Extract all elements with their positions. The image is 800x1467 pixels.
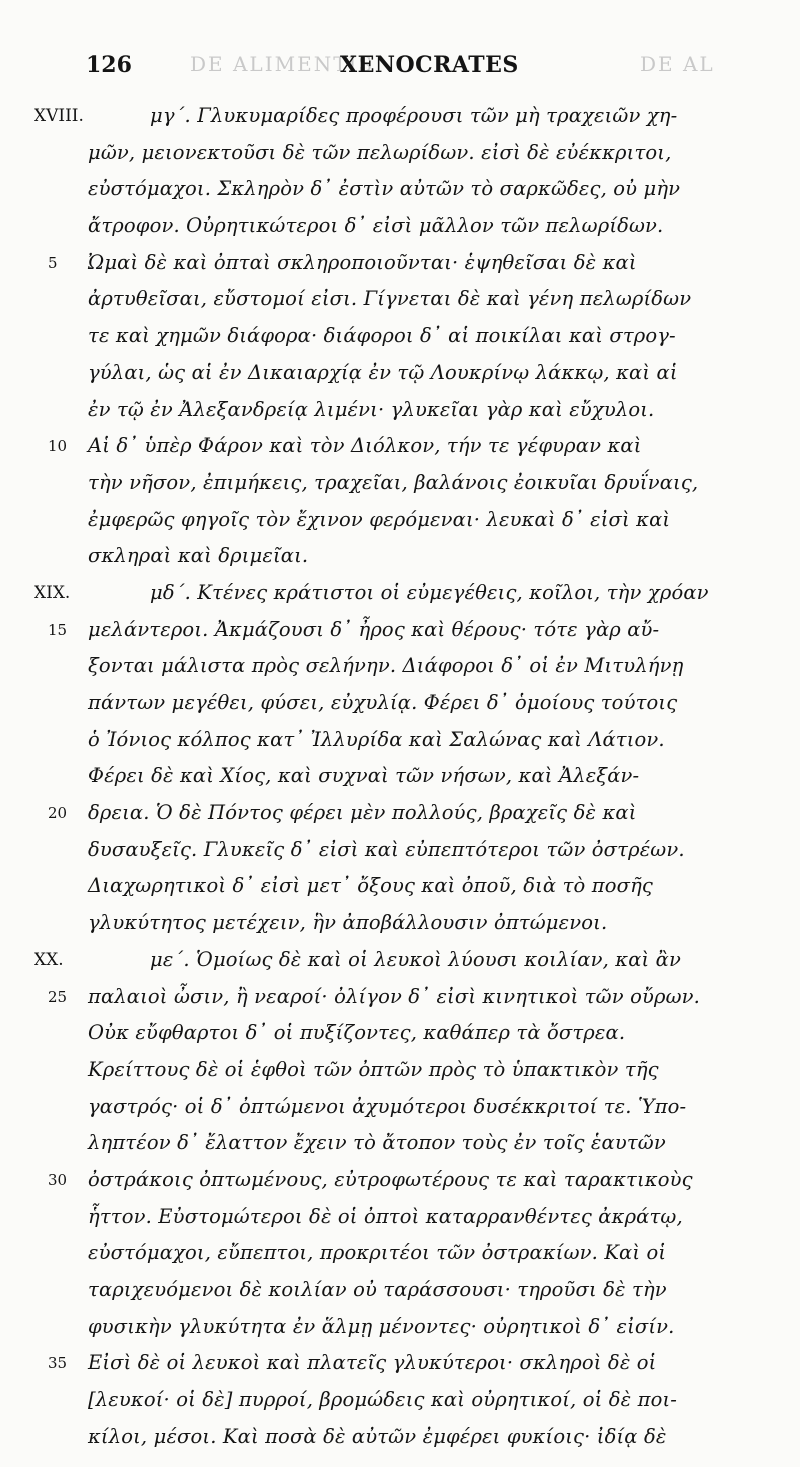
text-line: [0, 1419, 800, 1456]
text-line: [0, 392, 800, 429]
line-text: ἐμφερῶς φηγοῖς τὸν ἔχινον φερόμεναι· λευκαὶ δ᾽ εἰσὶ καὶ: [88, 507, 671, 531]
bleed-through-text: DE ALIMENTIS: [190, 52, 375, 76]
text-line: [0, 502, 800, 539]
text-line: [0, 1272, 800, 1309]
text-line: [0, 171, 800, 208]
page-number: 126: [86, 52, 132, 78]
text-line: [0, 1089, 800, 1126]
line-number: 25: [48, 987, 68, 1006]
line-text: γαστρός· οἱ δ᾽ ὀπτώμενοι ἀχυμότεροι δυσέκκριτοί τε. Ὑπο-: [88, 1094, 687, 1118]
line-number: 30: [48, 1170, 68, 1189]
line-text: ἐν τῷ ἐν Ἀλεξανδρείᾳ λιμένι· γλυκεῖαι γὰρ καὶ εὔχυλοι.: [88, 397, 655, 421]
text-line: [0, 465, 800, 502]
text-line: [0, 612, 800, 649]
line-number: 35: [48, 1354, 68, 1373]
text-line: [0, 942, 800, 979]
line-text: κίλοι, μέσοι. Καὶ ποσὰ δὲ αὐτῶν ἐμφέρει φυκίοις· ἰδίᾳ δὲ: [88, 1424, 667, 1448]
text-line: [0, 1015, 800, 1052]
line-text: γύλαι, ὡς αἱ ἐν Δικαιαρχίᾳ ἐν τῷ Λουκρίνῳ λάκκῳ, καὶ αἱ: [88, 360, 678, 384]
text-line: [0, 758, 800, 795]
line-text: Οὐκ εὔφθαρτοι δ᾽ οἱ πυξίζοντες, καθάπερ τὰ ὄστρεα.: [88, 1021, 626, 1045]
line-text: ληπτέον δ᾽ ἔλαττον ἔχειν τὸ ἄτοπον τοὺς ἐν τοῖς ἑαυτῶν: [88, 1131, 666, 1155]
line-text: [λευκοί· οἱ δὲ] πυρροί, βρομώδεις καὶ οὐρητικοί, οἱ δὲ ποι-: [88, 1388, 678, 1412]
line-text: τε καὶ χημῶν διάφορα· διάφοροι δ᾽ αἱ ποικίλαι καὶ στρογ-: [88, 324, 676, 348]
line-text: Ὠμαὶ δὲ καὶ ὀπταὶ σκληροποιοῦνται· ἑψηθεῖσαι δὲ καὶ: [88, 250, 637, 274]
line-number: 15: [48, 620, 68, 639]
line-text: τὴν νῆσον, ἐπιμήκεις, τραχεῖαι, βαλάνοις ἐοικυῖαι δρυΐναις,: [88, 470, 699, 494]
line-text: πάντων μεγέθει, φύσει, εὐχυλίᾳ. Φέρει δ᾽ ὁμοίους τούτοις: [88, 691, 678, 714]
text-line: [0, 1235, 800, 1272]
line-text: μδ΄. Κτένες κράτιστοι οἱ εὐμεγέθεις, κοῖλοι, τὴν χρόαν: [150, 580, 709, 604]
text-line: [0, 318, 800, 355]
text-line: [0, 208, 800, 245]
text-line: [0, 1199, 800, 1236]
line-number: 20: [48, 804, 68, 823]
text-line: [0, 1309, 800, 1346]
text-line: [0, 575, 800, 612]
line-text: σκληραὶ καὶ δριμεῖαι.: [88, 544, 309, 568]
line-text: μῶν, μειονεκτοῦσι δὲ τῶν πελωρίδων. εἰσὶ δὲ εὐέκκριτοι,: [88, 140, 672, 164]
text-line: [0, 648, 800, 685]
text-line: [0, 905, 800, 942]
line-text: Εἰσὶ δὲ οἱ λευκοὶ καὶ πλατεῖς γλυκύτεροι· σκληροὶ δὲ οἱ: [88, 1351, 657, 1375]
line-text: ταριχευόμενοι δὲ κοιλίαν οὐ ταράσσουσι· τηροῦσι δὲ τὴν: [88, 1278, 667, 1301]
line-text: Φέρει δὲ καὶ Χίος, καὶ συχναὶ τῶν νήσων, καὶ Ἀλεξάν-: [88, 764, 640, 788]
line-text: Κρείττους δὲ οἱ ἑφθοὶ τῶν ὀπτῶν πρὸς τὸ ὑπακτικὸν τῆς: [88, 1057, 659, 1081]
text-line: [0, 979, 800, 1016]
line-text: δυσαυξεῖς. Γλυκεῖς δ᾽ εἰσὶ καὶ εὐπεπτότεροι τῶν ὀστρέων.: [88, 837, 685, 861]
text-line: [0, 722, 800, 759]
section-number: XIX.: [34, 582, 71, 603]
text-line: [0, 355, 800, 392]
line-text: Αἱ δ᾽ ὑπὲρ Φάρον καὶ τὸν Διόλκον, τήν τε γέφυραν καὶ: [88, 434, 642, 458]
text-line: [0, 428, 800, 465]
line-text: μγ΄. Γλυκυμαρίδες προφέρουσι τῶν μὴ τραχειῶν χη-: [150, 104, 678, 127]
text-line: [0, 685, 800, 722]
text-line: [0, 1052, 800, 1089]
line-text: γλυκύτητος μετέχειν, ἣν ἀποβάλλουσιν ὀπτώμενοι.: [88, 911, 608, 935]
line-text: φυσικὴν γλυκύτητα ἐν ἅλμῃ μένοντες· οὐρητικοὶ δ᾽ εἰσίν.: [88, 1314, 675, 1338]
line-text: με΄. Ὁμοίως δὲ καὶ οἱ λευκοὶ λύουσι κοιλίαν, καὶ ἂν: [150, 947, 681, 971]
text-line: [0, 1382, 800, 1419]
main-text-block: [0, 98, 800, 1455]
line-text: εὐστόμαχοι. Σκληρὸν δ᾽ ἐστὶν αὐτῶν τὸ σαρκῶδες, οὐ μὴν: [88, 177, 681, 201]
line-text: ὁ Ἰόνιος κόλπος κατ᾽ Ἰλλυρίδα καὶ Σαλώνας καὶ Λάτιον.: [88, 727, 665, 751]
running-title: XENOCRATES: [340, 52, 519, 78]
line-text: ἧττον. Εὐστομώτεροι δὲ οἱ ὀπτοὶ καταρρανθέντες ἀκράτῳ,: [88, 1204, 683, 1228]
text-line: [0, 832, 800, 869]
text-line: [0, 245, 800, 282]
text-line: [0, 135, 800, 172]
page-header: [0, 52, 800, 88]
bleed-through-text-right: DE AL: [640, 52, 715, 76]
text-line: [0, 1162, 800, 1199]
line-text: εὐστόμαχοι, εὔπεπτοι, προκριτέοι τῶν ὀστρακίων. Καὶ οἱ: [88, 1241, 667, 1265]
line-text: ἄτροφον. Οὐρητικώτεροι δ᾽ εἰσὶ μᾶλλον τῶν πελωρίδων.: [88, 214, 664, 238]
line-text: δρεια. Ὁ δὲ Πόντος φέρει μὲν πολλούς, βραχεῖς δὲ καὶ: [88, 801, 637, 825]
line-number: 10: [48, 437, 68, 456]
line-text: μελάντεροι. Ἀκμάζουσι δ᾽ ἦρος καὶ θέρους· τότε γὰρ αὔ-: [88, 617, 660, 641]
line-text: ἀρτυθεῖσαι, εὔστομοί εἰσι. Γίγνεται δὲ καὶ γένη πελωρίδων: [88, 287, 692, 311]
line-text: ξονται μάλιστα πρὸς σελήνην. Διάφοροι δ᾽ οἱ ἐν Μιτυλήνῃ: [88, 654, 684, 678]
text-line: [0, 1345, 800, 1382]
text-line: [0, 1125, 800, 1162]
section-number: XVIII.: [34, 106, 84, 126]
text-line: [0, 98, 800, 135]
text-line: [0, 868, 800, 905]
line-text: παλαιοὶ ὦσιν, ἢ νεαροί· ὀλίγον δ᾽ εἰσὶ κινητικοὶ τῶν οὔρων.: [88, 984, 700, 1008]
text-line: [0, 538, 800, 575]
line-text: Διαχωρητικοὶ δ᾽ εἰσὶ μετ᾽ ὄξους καὶ ὀποῦ, διὰ τὸ ποσῆς: [88, 874, 653, 898]
line-number: 5: [48, 253, 58, 272]
text-line: [0, 281, 800, 318]
line-text: ὀστράκοις ὀπτωμένους, εὐτροφωτέρους τε καὶ ταρακτικοὺς: [88, 1167, 693, 1191]
text-line: [0, 795, 800, 832]
section-number: XX.: [34, 949, 64, 970]
